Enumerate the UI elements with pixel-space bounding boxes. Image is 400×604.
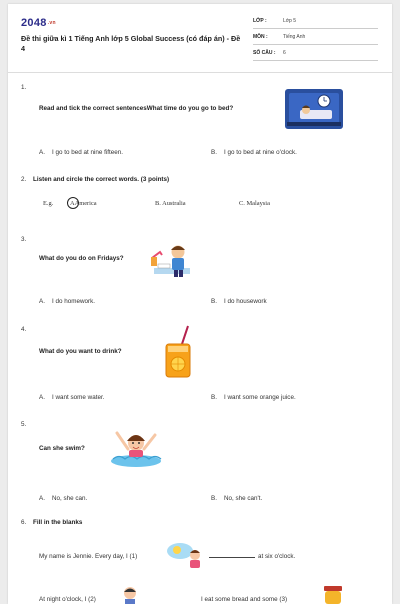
q5-option-a-text: No, she can. [51, 495, 88, 502]
q5-option-b[interactable] [211, 495, 262, 502]
q4-option-b[interactable] [211, 394, 296, 401]
q3-text: What do you do on Fridays? [39, 255, 124, 262]
q4-option-b-letter: B. [211, 394, 217, 401]
bedtime-illustration [284, 88, 344, 130]
q2-text: Listen and circle the correct words. (3 points) [33, 176, 170, 183]
q2-choice-a[interactable] [70, 200, 97, 207]
meta-subject-label: MÔN : [253, 34, 268, 40]
site-logo[interactable] [21, 17, 56, 29]
q4-text: What do you want to drink? [39, 348, 122, 355]
q4-option-b-text: I want some orange juice. [223, 394, 296, 401]
q3-option-a[interactable] [39, 298, 95, 305]
header-divider [8, 72, 392, 73]
homework-illustration [148, 240, 194, 280]
q3-option-a-text: I do homework. [51, 298, 96, 305]
q2-choice-c-text: Malaysia [246, 200, 270, 207]
q6-line1-start: My name is Jennie. Every day, I (1) [39, 553, 138, 560]
q2-choice-b-letter: B. [155, 200, 161, 207]
q3-option-b-letter: B. [211, 298, 217, 305]
q4-option-a-text: I want some water. [51, 394, 105, 401]
q1-option-b-letter: B. [211, 149, 217, 156]
orange-juice-illustration [162, 324, 196, 380]
q1-option-a[interactable] [39, 149, 123, 156]
q1-option-b-text: I go to bed at nine o'clock. [223, 149, 297, 156]
logo-main-text: 2048 [21, 17, 47, 29]
q5-option-a-letter: A. [39, 495, 45, 502]
q6-text: Fill in the blanks [33, 519, 83, 526]
meta-class-label: LỚP : [253, 18, 267, 24]
q6-number: 6. [21, 519, 27, 526]
q6-blank-1[interactable] [207, 553, 257, 560]
document-title: Đề thi giữa kì 1 Tiếng Anh lớp 5 Global Success (có đáp án) - Đề 4 [21, 34, 241, 53]
q3-option-b-text: I do housework [223, 298, 267, 305]
wake-up-illustration [165, 541, 205, 569]
q5-number: 5. [21, 421, 27, 428]
q6-blank-1-line [209, 557, 255, 558]
meta-class-row [253, 15, 378, 29]
meta-count-value: 6 [283, 50, 286, 56]
q2-choice-b-text: Australia [162, 200, 186, 207]
logo-suffix-text: .vn [47, 20, 56, 27]
q4-option-a-letter: A. [39, 394, 45, 401]
honey-jar-illustration [321, 584, 345, 604]
q1-text: Read and tick the correct sentencesWhat time do you go to bed? [39, 105, 234, 112]
q1-option-b[interactable] [211, 149, 297, 156]
q6-line2-right: I eat some bread and some (3) [201, 596, 288, 603]
meta-count-row [253, 47, 378, 61]
q6-line2-left: At night o'clock, I (2) [39, 596, 96, 603]
q2-choice-a-letter: A [70, 200, 75, 207]
q5-option-b-text: No, she can't. [223, 495, 263, 502]
swimming-girl-illustration [109, 423, 163, 469]
q4-option-a[interactable] [39, 394, 104, 401]
q2-choice-c-letter: C. [239, 200, 245, 207]
q1-number: 1. [21, 84, 27, 91]
exam-header [8, 4, 392, 72]
q5-option-a[interactable] [39, 495, 87, 502]
q3-number: 3. [21, 236, 27, 243]
q2-example-label: E.g. [43, 200, 54, 207]
q2-choice-a-text: America [74, 200, 97, 207]
q4-number: 4. [21, 326, 27, 333]
q1-option-a-letter: A. [39, 149, 45, 156]
q3-option-b[interactable] [211, 298, 267, 305]
meta-count-label: SỐ CÂU : [253, 50, 276, 56]
exam-paper [8, 4, 392, 604]
meta-subject-value: Tiếng Anh [283, 34, 306, 40]
q2-choice-c[interactable] [239, 200, 270, 207]
q3-option-a-letter: A. [39, 298, 45, 305]
q2-choice-b[interactable] [155, 200, 186, 207]
night-activity-illustration [118, 584, 142, 604]
q1-option-a-text: I go to bed at nine fifteen. [51, 149, 124, 156]
meta-class-value: Lớp 5 [283, 18, 297, 24]
q6-line1-end: at six o'clock. [258, 553, 296, 560]
q2-number: 2. [21, 176, 27, 183]
meta-subject-row [253, 31, 378, 45]
q5-option-b-letter: B. [211, 495, 217, 502]
q5-text: Can she swim? [39, 445, 85, 452]
